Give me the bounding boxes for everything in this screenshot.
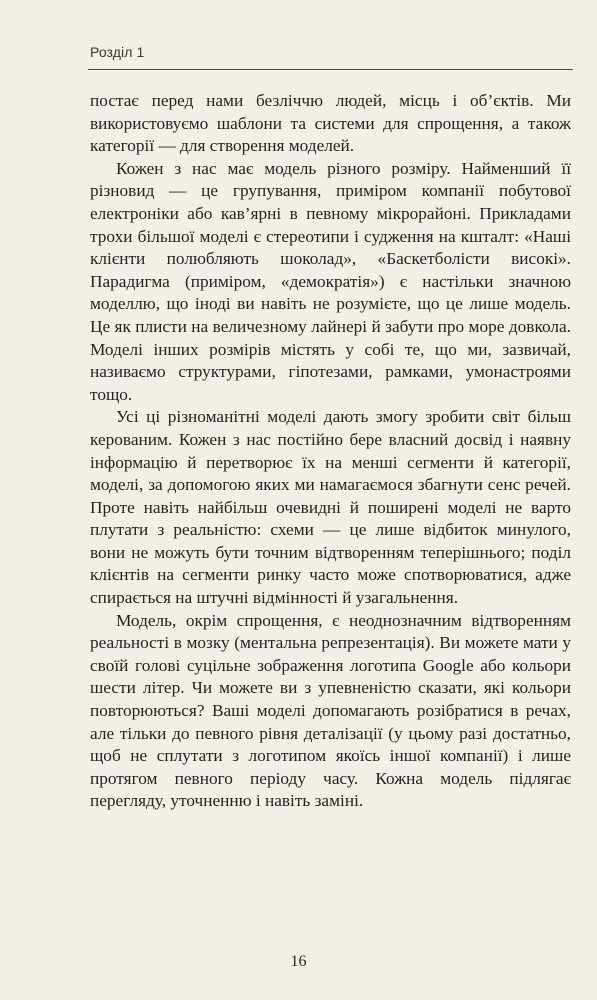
header-rule bbox=[88, 69, 573, 70]
running-head-chapter: Розділ 1 bbox=[90, 44, 145, 60]
body-text bbox=[90, 90, 571, 813]
paragraph-continued: постає перед нами безліччю людей, місць і об’єктів. Ми використовуємо шаблони та системи для спрощення, а також категорії — для створення моделей. bbox=[90, 91, 571, 156]
page-number: 16 bbox=[290, 953, 307, 970]
paragraph-models-manageable: Усі ці різноманітні моделі дають змогу зробити світ більш керованим. Кожен з нас постійно бере власний досвід і наявну інформацію й перетворює їх на менші сегменти й категорії, моделі, за допомогою яких ми намагаємося збагнути сенс речей. Проте навіть найбільш очевидні й поширені моделі не варто плутати з реальністю: схеми — це лише відбиток минулого, вони не можуть бути точним відтворенням теперішнього; поділ клієнтів на сегменти ринку часто може спотворюватися, адже спирається на штучні відмінності й узагальнення. bbox=[90, 407, 571, 608]
paragraph-model-sizes: Кожен з нас має модель різного розміру. Найменший її різновид — це групування, приміром компанії побутової електроніки або кав’ярні в певному мікрорайоні. Прикладами трохи більшої моделі є стереотипи і судження на кшталт: «Наші клієнти полюбляють шоколад», «Баскетболісти високі». Парадигма (приміром, «демократія») є настільки значною моделлю, що іноді ви навіть не розумієте, що це лише модель. Це як плисти на величезному лайнері й забути про море довкола. Моделі інших розмірів містять у собі те, що ми, зазвичай, називаємо структурами, гіпотезами, рамками, умонастроями тощо. bbox=[90, 158, 571, 404]
paragraph-mental-representation: Модель, окрім спрощення, є неоднозначним відтворенням реальності в мозку (ментальна репрезентація). Ви можете мати у своїй голові суцільне зображення логотипа Google або кольори шести літер. Чи можете ви з упевненістю сказати, які кольори повторюються? Ваші моделі допомагають розібратися в речах, але тільки до певного рівня деталізації (у цьому разі достатньо, щоб не сплутати з логотипом якоїсь іншої компанії) і лише протягом певного періоду часу. Кожна модель підлягає перегляду, уточненню і навіть заміні. bbox=[90, 610, 571, 811]
